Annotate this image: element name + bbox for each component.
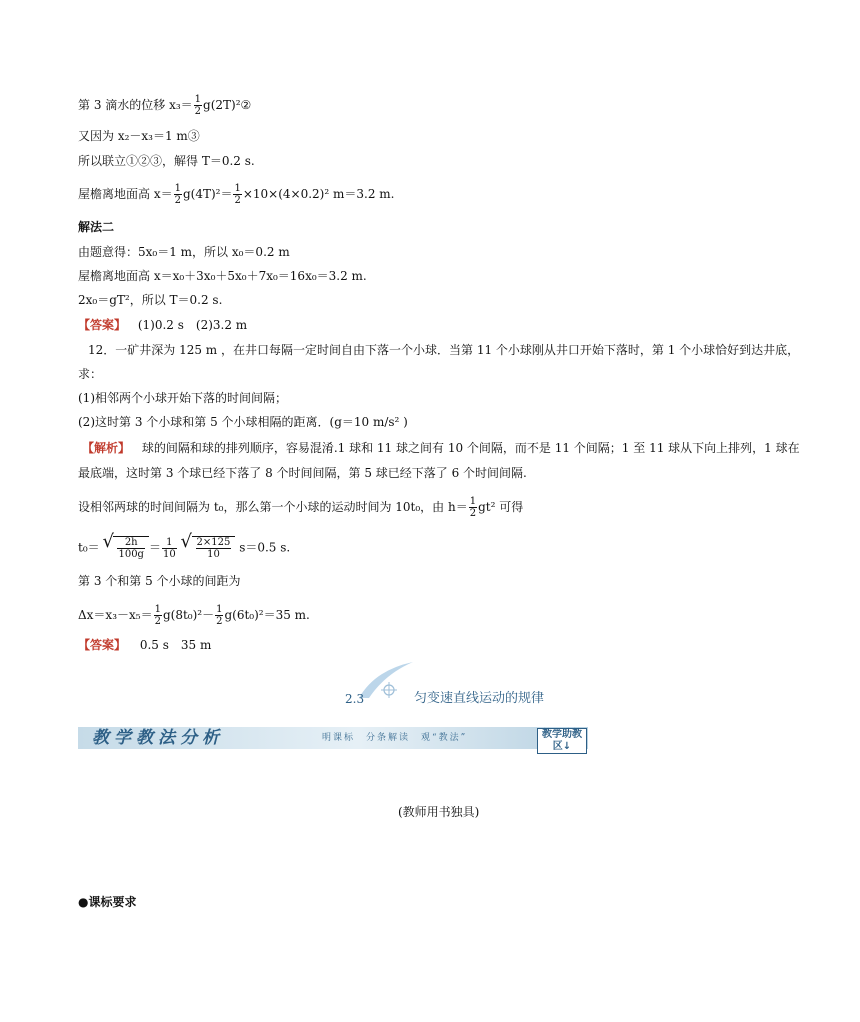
q12-line2: 求：	[78, 367, 103, 381]
teacher-zone-button[interactable]: 教学助教区↓	[537, 728, 587, 754]
sol2-line1: 由题意得：5x₀＝1 m，所以 x₀＝0.2 m	[78, 245, 290, 259]
analysis-line3: 设相邻两球的时间间隔为 t₀，那么第一个小球的运动时间为 10t₀，由 h＝ $\frac{1}{2}$ gt² 可得	[78, 496, 524, 519]
teaching-banner	[78, 727, 588, 752]
q12-line1: 12．一矿井深为 125 m ，在井口每隔一定时间自由下落一个小球．当第 11 个小球刚从井口开始下落时，第 1 个小球恰好到达井底，	[88, 343, 800, 357]
section-number: 2.3	[345, 692, 365, 706]
analysis-tag: 【解析】	[82, 441, 131, 455]
q12-line3: (1)相邻两个小球开始下落的时间间隔；	[78, 391, 287, 405]
analysis-line5: 第 3 个和第 5 个小球的间距为	[78, 574, 241, 588]
swoosh-logo-icon	[355, 660, 417, 702]
answer-1: 【答案】 (1)0.2 s (2)3.2 m	[78, 318, 248, 332]
sol1-line4: 屋檐离地面高 x＝ $\frac{1}{2}$ g(4T)²＝ $\frac{1}{2}$ ×10×(4×0.2)² m＝3.2 m.	[78, 183, 395, 206]
answer-tag: 【答案】	[78, 318, 127, 332]
analysis-line2: 最底端，这时第 3 个球已经下落了 8 个时间间隔，第 5 球已经下落了 6 个时间间隔.	[78, 466, 527, 480]
q12-line4: (2)这时第 3 个小球和第 5 个小球相隔的距离．(g＝10 m/s² )	[78, 415, 408, 429]
sol2-line3: 2x₀＝gT²，所以 T＝0.2 s.	[78, 293, 223, 307]
analysis-line6: Δx＝x₃－x₅＝ $\frac{1}{2}$ g(8t₀)²－ $\frac{1}{2}$ g(6t₀)²＝35 m.	[78, 604, 310, 627]
answer-tag: 【答案】	[78, 638, 127, 652]
sol2-title: 解法二	[78, 220, 115, 234]
sol2-line2: 屋檐离地面高 x＝x₀＋3x₀＋5x₀＋7x₀＝16x₀＝3.2 m.	[78, 269, 367, 283]
sol1-line3: 所以联立①②③，解得 T＝0.2 s.	[78, 154, 255, 168]
course-standard-heading: ●课标要求	[78, 895, 137, 909]
fraction-half: $\frac{1}{2}$	[194, 94, 202, 117]
analysis-line4: t₀＝ √ $\frac{2h}{100g}$ ＝ $\frac{1}{10}$ √ $\frac{2\times 125}{10}$ s＝0.5 s.	[78, 536, 290, 560]
sqrt-expression: √ $\frac{2h}{100g}$	[113, 536, 149, 560]
sol1-line2: 又因为 x₂－x₃＝1 m③	[78, 129, 200, 143]
banner-subtitle: 明课标 分条解读 观“教法”	[322, 733, 468, 743]
sol1-line1: 第 3 滴水的位移 x₃＝ $\frac{1}{2}$ g(2T)²②	[78, 94, 252, 117]
teacher-note: (教师用书独具)	[398, 805, 480, 819]
analysis-line1: 【解析】 球的间隔和球的排列顺序，容易混淆.1 球和 11 球之间有 10 个间隔，而不是 11 个间隔；1 至 11 球从下向上排列，1 球在	[82, 441, 800, 455]
banner-title: 教学教法分析	[92, 728, 224, 748]
section-title: 匀变速直线运动的规律	[414, 691, 545, 706]
answer-2: 【答案】 0.5 s 35 m	[78, 638, 212, 652]
